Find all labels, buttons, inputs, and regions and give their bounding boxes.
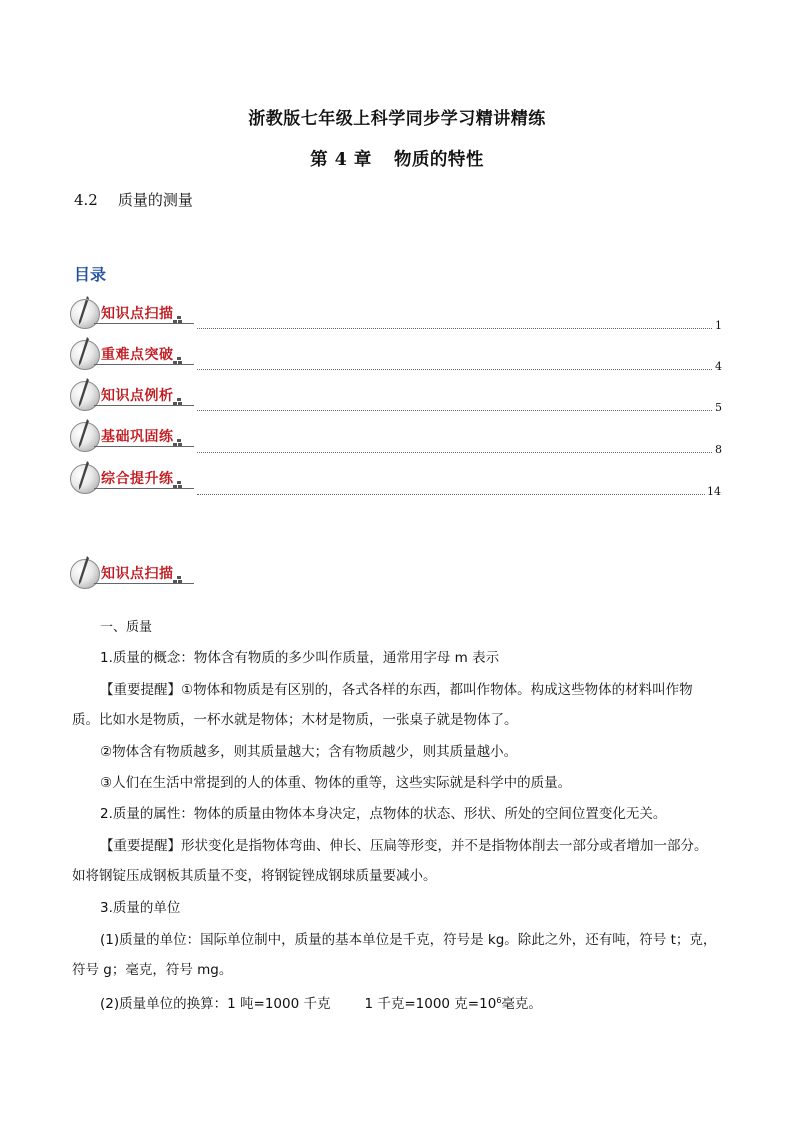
toc-leader-dots — [197, 410, 712, 412]
toc-item-key-difficulties[interactable] — [70, 339, 194, 371]
pen-icon — [76, 337, 90, 367]
toc-page-number: 5 — [715, 401, 722, 414]
unit-conversion-part: (2)质量单位的换算：1 吨=1000 千克 — [100, 996, 331, 1012]
unit-conversion-part: 1 千克=1000 克=10 — [364, 996, 497, 1012]
toc-item-label: 基础巩固练 — [101, 429, 174, 445]
toc-page-number: 8 — [715, 443, 722, 456]
paragraph: 【重要提醒】形状变化是指物体弯曲、伸长、压扁等形变，并不是指物体削去一部分或者增加一部分。 — [100, 838, 708, 854]
paragraph: 1.质量的概念：物体含有物质的多少叫作质量，通常用字母 m 表示 — [100, 650, 500, 666]
section-number: 4.2 — [74, 191, 98, 209]
toc-item-label: 综合提升练 — [101, 471, 174, 487]
paragraph: 3.质量的单位 — [100, 900, 181, 916]
toc-leader-dots — [197, 452, 712, 454]
toc-item-basic-practice[interactable] — [70, 421, 194, 453]
chapter-name: 物质的特性 — [393, 150, 484, 170]
section-name: 质量的测量 — [117, 191, 193, 209]
chapter-number: 第 4 章 — [310, 150, 372, 170]
toc-page-number: 14 — [707, 485, 721, 498]
toc-leader-dots — [197, 369, 712, 371]
toc-item-knowledge-examples[interactable] — [70, 380, 194, 412]
corner-squares-icon — [173, 357, 183, 365]
paragraph: 【重要提醒】①物体和物质是有区别的，各式各样的东西，都叫作物体。构成这些物体的材料叫作物 — [100, 682, 693, 698]
paragraph — [100, 990, 766, 1015]
pen-icon — [76, 296, 90, 326]
paragraph-continuation: 质。比如水是物质，一杯水就是物体；木材是物质，一张桌子就是物体了。 — [72, 712, 518, 728]
toc-page-number: 1 — [715, 319, 722, 332]
toc-leader-dots — [197, 494, 705, 496]
document-title: 浙教版七年级上科学同步学习精讲精练 — [248, 109, 546, 129]
chapter-title — [0, 146, 794, 171]
pen-icon — [76, 419, 90, 449]
pen-icon — [76, 378, 90, 408]
paragraph: 2.质量的属性：物体的质量由物体本身决定，点物体的状态、形状、所处的空间位置变化无关。 — [100, 806, 667, 822]
corner-squares-icon — [173, 316, 183, 324]
section-title — [74, 189, 193, 210]
corner-squares-icon — [173, 439, 183, 447]
toc-heading: 目录 — [74, 265, 107, 284]
pen-icon — [76, 556, 90, 586]
toc-item-knowledge-scan[interactable] — [70, 298, 194, 330]
pen-icon — [76, 461, 90, 491]
toc-page-number: 4 — [715, 360, 722, 373]
paragraph-continuation: 如将钢锭压成钢板其质量不变，将钢锭锉成钢球质量要减小。 — [72, 868, 437, 884]
toc-item-comprehensive-practice[interactable] — [70, 463, 194, 495]
exponent: 6 — [496, 996, 502, 1005]
toc-leader-dots — [197, 328, 712, 330]
section-badge-label: 知识点扫描 — [101, 566, 174, 582]
paragraph: ②物体含有物质越多，则其质量越大；含有物质越少，则其质量越小。 — [100, 744, 518, 760]
paragraph-continuation: 符号 g；毫克，符号 mg。 — [72, 962, 233, 978]
corner-squares-icon — [173, 398, 183, 406]
toc-item-label: 知识点例析 — [101, 388, 174, 404]
toc-item-label: 知识点扫描 — [101, 306, 174, 322]
corner-squares-icon — [173, 576, 183, 584]
toc-item-label: 重难点突破 — [101, 347, 174, 363]
content-heading: 一、质量 — [100, 620, 153, 635]
corner-squares-icon — [173, 481, 183, 489]
paragraph: ③人们在生活中常提到的人的体重、物体的重等，这些实际就是科学中的质量。 — [100, 775, 572, 791]
paragraph: (1)质量的单位：国际单位制中，质量的基本单位是千克，符号是 kg。除此之外，还有吨，符号 t；克， — [100, 932, 717, 948]
unit-conversion-part: 毫克。 — [501, 996, 542, 1012]
section-badge-knowledge-scan — [70, 558, 194, 590]
